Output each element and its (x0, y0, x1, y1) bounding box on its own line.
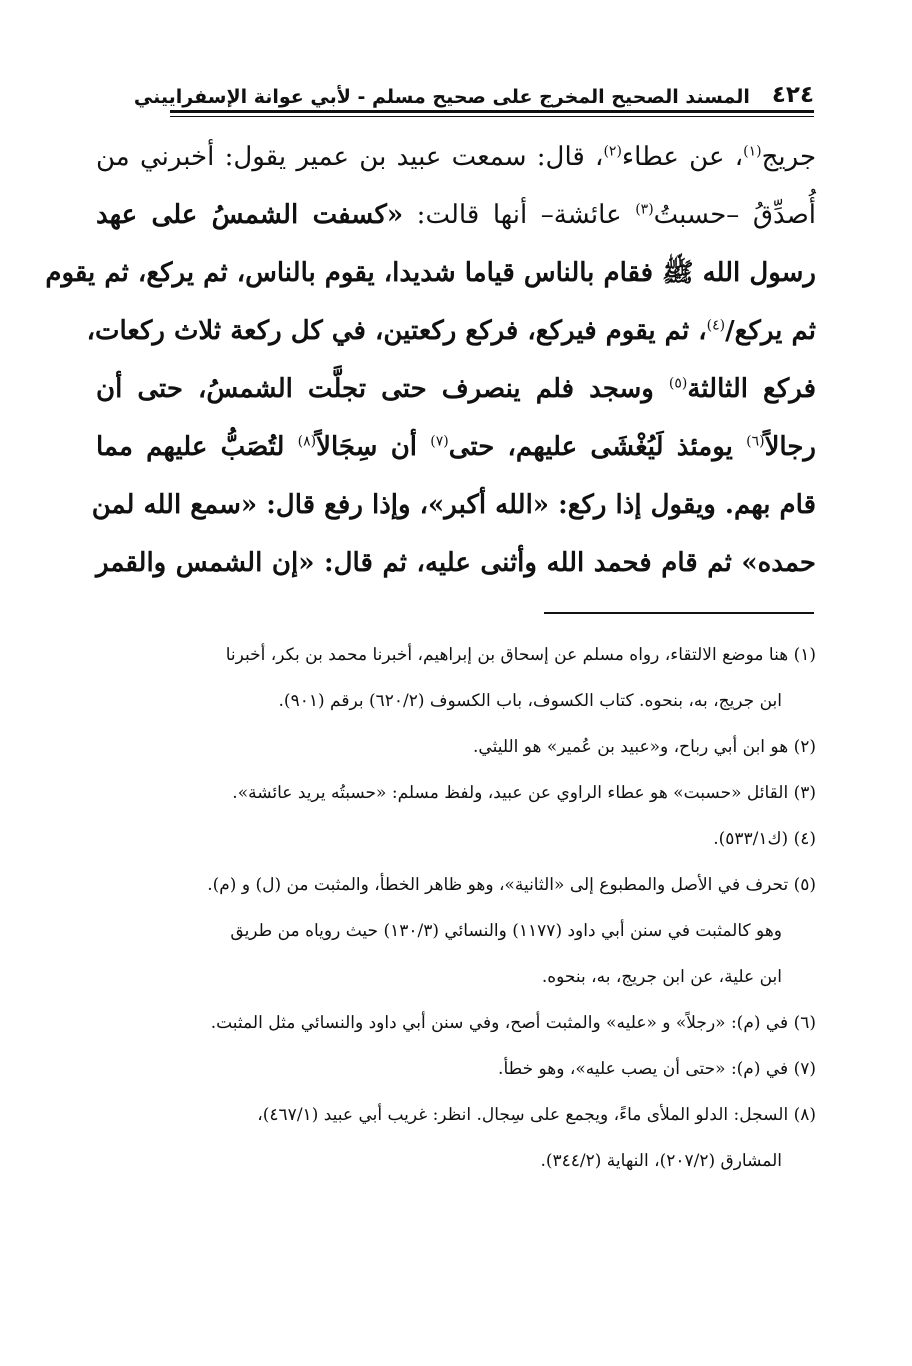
text-line-content (96, 418, 816, 476)
text-segment: ، عن عطاء (621, 142, 744, 172)
header-rule-thick (170, 110, 814, 113)
text-line-content (96, 128, 816, 186)
text-line (96, 360, 816, 418)
footnote-line: (٥) تحرف في الأصل والمطبوع إلى «الثانية»، وهو ظاهر الخطأ، والمثبت من (ل) و (م). (207, 875, 816, 895)
text-segment: «كسفت الشمسُ على عهد (96, 200, 404, 230)
text-segment: لتُصَبُّ عليهم مما (96, 432, 298, 462)
text-segment: رجالاً (764, 432, 816, 462)
text-line (96, 418, 816, 476)
footnote-line: (٣) القائل «حسبت» هو عطاء الراوي عن عبيد، ولفظ مسلم: «حسبتُه يريد عائشة». (232, 783, 816, 803)
text-segment: ثم يركع/ (725, 316, 816, 346)
text-segment: ، قال: سمعت عبيد بن عمير يقول: أخبرني من (96, 142, 604, 172)
text-line-content (86, 302, 816, 360)
running-header (133, 72, 814, 108)
text-segment: قام بهم. ويقول إذا ركع: (549, 490, 816, 520)
text-segment: فركع الثالثة (687, 374, 817, 404)
footnote-line: (١) هنا موضع الالتقاء، رواه مسلم عن إسحاق بن إبراهيم، أخبرنا محمد بن بكر، أخبرنا (225, 645, 816, 665)
footnote-marker: (٧) (430, 433, 449, 450)
main-text (45, 128, 817, 592)
footnote-marker: (٨) (297, 433, 317, 450)
text-line (91, 476, 816, 534)
text-line-content (96, 360, 816, 418)
footnote-marker: (٦) (746, 433, 765, 450)
text-line (86, 302, 816, 360)
text-segment: وسجد فلم ينصرف حتى تجلَّت الشمسُ، حتى أن (96, 374, 669, 404)
footnote-line: ابن علية، عن ابن جريج، به، بنحوه. (541, 967, 782, 987)
text-line-content (91, 476, 816, 534)
text-segment: «سمع الله لمن (91, 490, 258, 520)
footnote-line: ابن جريج، به، بنحوه. كتاب الكسوف، باب الكسوف (٦٢٠/٢) برقم (٩٠١). (278, 691, 782, 711)
text-line (96, 534, 816, 592)
footnote-divider (544, 612, 814, 614)
footnote-line: (٦) في (م): «رجلاً» و «عليه» والمثبت أصح، وفي سنن أبي داود والنسائي مثل المثبت. (210, 1013, 816, 1033)
footnote-line: (٨) السجل: الدلو الملأى ماءً، ويجمع على سِجال. انظر: غريب أبي عبيد (٤٦٧/١)، (257, 1105, 816, 1125)
footnote-marker: (٤) (706, 317, 726, 334)
text-line-content (96, 534, 816, 592)
text-segment: أن سِجَالاً (316, 432, 431, 462)
text-line-content (96, 186, 816, 244)
text-segment: يومئذ لَيُغْشَى عليهم، حتى (448, 432, 747, 462)
footnote-marker: (٥) (668, 375, 688, 392)
running-title: المسند الصحيح المخرج على صحيح مسلم - لأبي عوانة الإسفراييني (133, 86, 750, 108)
footnote-line: (٢) هو ابن أبي رباح، و«عبيد بن عُمير» هو الليثي. (473, 737, 816, 757)
text-segment: عائشة– أنها قالت: (403, 200, 636, 230)
header-rule-thin (170, 116, 814, 117)
text-segment: جريج (761, 142, 817, 172)
text-line (96, 128, 816, 186)
text-line (96, 186, 816, 244)
footnote-marker: (٣) (635, 201, 654, 218)
text-segment: «إن الشمس والقمر (96, 548, 315, 578)
footnote-marker: (١) (743, 143, 762, 160)
footnotes (96, 632, 816, 1184)
text-line (45, 244, 816, 302)
text-segment: ، ثم يقوم فيركع، فركع ركعتين، في كل ركعة ثلاث ركعات، (86, 316, 707, 346)
footnote-marker: (٢) (603, 143, 622, 160)
text-segment: «الله أكبر» (428, 490, 550, 520)
text-segment: رسول الله ﷺ فقام بالناس قياما شديدا، يقوم بالناس، ثم يركع، ثم يقوم (45, 258, 816, 288)
text-segment: أُصدِّقُ –حسبتُ (653, 200, 817, 230)
footnote-line: المشارق (٢٠٧/٢)، النهاية (٣٤٤/٢). (540, 1151, 782, 1171)
text-line-content (45, 244, 816, 302)
text-segment: حمده» ثم قام فحمد الله وأثنى عليه، ثم قال: (314, 548, 817, 578)
footnote-line: وهو كالمثبت في سنن أبي داود (١١٧٧) والنسائي (١٣٠/٣) حيث روياه من طريق (230, 921, 782, 941)
footnote-line: (٧) في (م): «حتى أن يصب عليه»، وهو خطأ. (498, 1059, 816, 1079)
text-segment: ، وإذا رفع قال: (257, 490, 428, 520)
footnote-line: (٤) (ك٥٣٣/١). (713, 829, 816, 849)
page-number: ٤٢٤ (771, 82, 814, 108)
